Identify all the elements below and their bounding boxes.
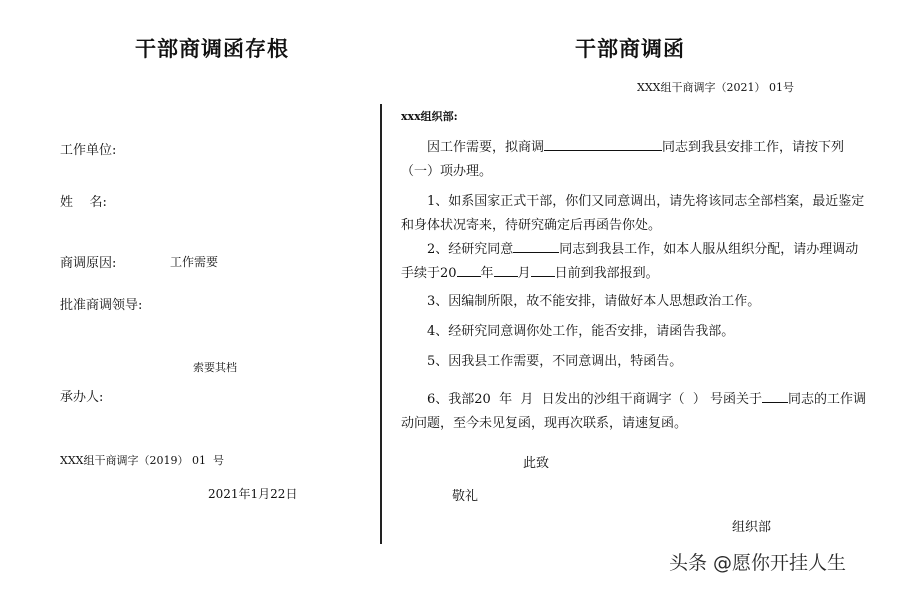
letter-doc-number: XXX组干商调字（2021） 01号	[637, 81, 794, 94]
item2-day: 日前到我部报到。	[554, 266, 659, 281]
letter-title: 干部商调函	[575, 37, 685, 61]
intro-text-b: 同志到我县安排工作，请按下列（一）项办理。	[401, 140, 845, 179]
handler-label: 承办人:	[60, 390, 104, 405]
item6-text-a: 6、我部20 年 月 日发出的沙组干商调字（ ） 号函关于	[427, 392, 763, 407]
divider-line	[380, 104, 382, 544]
item6-text-b: 同志的工作调动问题，至今未见复函，现再次联系，请速复函。	[401, 392, 867, 431]
item2-month: 月	[517, 266, 531, 281]
approver-label: 批准商调领导:	[60, 298, 143, 313]
item-1: 1、如系国家正式干部，你们又同意调出，请先将该同志全部档案，最近鉴定和身体状况寄来，待研究确定后再函告你处。	[401, 194, 865, 233]
blank-line	[544, 138, 662, 151]
request-files-note: 索要其档	[193, 361, 237, 374]
item2-text-a: 2、经研究同意	[427, 242, 514, 257]
item-2	[401, 238, 871, 286]
closing-cizhi: 此致	[523, 456, 550, 471]
stub-date: 2021年1月22日	[208, 487, 298, 501]
stub-title: 干部商调函存根	[135, 37, 289, 61]
item-4: 4、经研究同意调你处工作，能否安排，请函告我部。	[427, 324, 735, 339]
addressee: xxx组织部:	[401, 110, 458, 123]
blank-line	[513, 240, 559, 253]
intro-paragraph	[401, 136, 871, 184]
stub-doc-number: XXX组干商调字（2019） 01 号	[60, 454, 224, 467]
name-label: 姓 名:	[60, 195, 107, 210]
reason-value: 工作需要	[170, 255, 219, 269]
item-6	[401, 388, 871, 436]
signature-org: 组织部	[732, 520, 772, 535]
work-unit-label: 工作单位:	[60, 143, 117, 158]
blank-line	[457, 264, 481, 277]
intro-text-a: 因工作需要，拟商调	[427, 140, 545, 155]
blank-line	[762, 390, 788, 403]
item2-text-b: 同志到我县工作，如本人服从组织分配，请办理调动手续于20	[401, 242, 859, 281]
item2-year: 年	[480, 266, 494, 281]
item-5: 5、因我县工作需要，不同意调出，特函告。	[427, 354, 683, 369]
blank-line	[494, 264, 518, 277]
closing-jingli: 敬礼	[452, 489, 479, 504]
reason-label: 商调原因:	[60, 256, 117, 271]
item-3: 3、因编制所限，故不能安排，请做好本人思想政治工作。	[427, 294, 761, 309]
watermark-text: 头条 @愿你开挂人生	[669, 552, 847, 574]
blank-line	[531, 264, 555, 277]
